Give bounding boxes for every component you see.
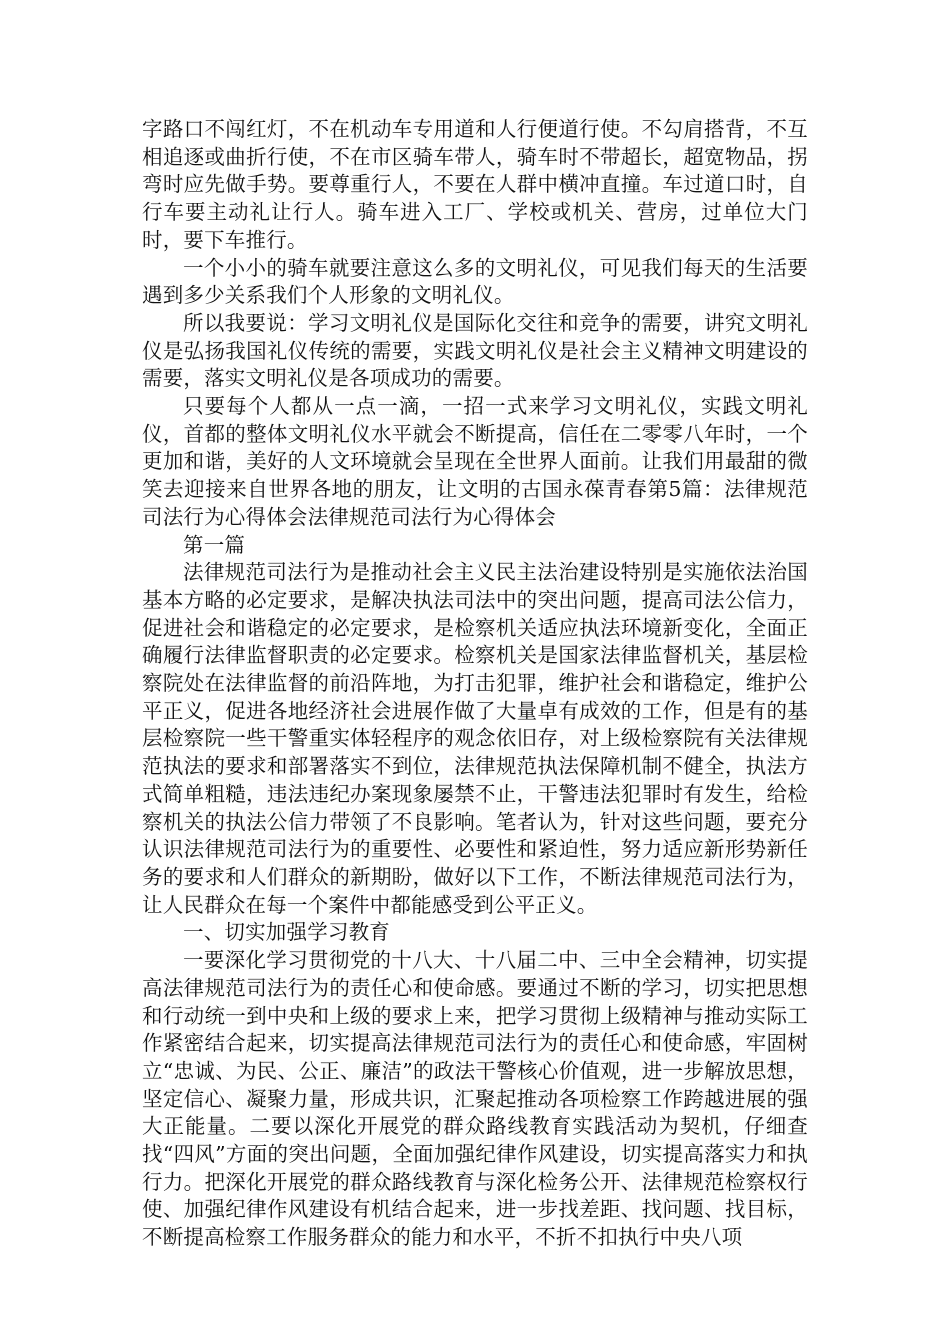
paragraph-5: 法律规范司法行为是推动社会主义民主法治建设特别是实施依法治国基本方略的必定要求，是解决执法司法中的突出问题，提高司法公信力，促进社会和谐稳定的必定要求，是检察机关适应执法环境新变化，全面正确履行法律监督职责的必定要求。检察机关是国家法律监督机关，基层检察院处在法律监督的前沿阵地，为打击犯罪，维护社会和谐稳定，维护公平正义，促进各地经济社会进展作做了大量卓有成效的工作，但是有的基层检察院一些干警重实体轻程序的观念依旧存，对上级检察院有关法律规范执法的要求和部署落实不到位，法律规范执法保障机制不健全，执法方式简单粗糙，违法违纪办案现象屡禁不止，干警违法犯罪时有发生，给检察机关的执法公信力带领了不良影响。笔者认为，针对这些问题，要充分认识法律规范司法行为的重要性、必要性和紧迫性，努力适应新形势新任务的要求和人们群众的新期盼，做好以下工作，不断法律规范司法行为，让人民群众在每一个案件中都能感受到公平正义。 xyxy=(142,560,808,917)
section-heading-part-one: 第一篇 xyxy=(183,532,246,557)
document-body xyxy=(142,116,808,1252)
paragraph-3: 所以我要说：学习文明礼仪是国际化交往和竞争的需要，讲究文明礼仪是弘扬我国礼仪传统的需要，实践文明礼仪是社会主义精神文明建设的需要，落实文明礼仪是各项成功的需要。 xyxy=(142,310,808,391)
paragraph-2: 一个小小的骑车就要注意这么多的文明礼仪，可见我们每天的生活要遇到多少关系我们个人形象的文明礼仪。 xyxy=(142,255,808,308)
paragraph-4: 只要每个人都从一点一滴，一招一式来学习文明礼仪，实践文明礼仪，首都的整体文明礼仪水平就会不断提高，信任在二零零八年时，一个更加和谐，美好的人文环境就会呈现在全世界人面前。让我们用最甜的微笑去迎接来自世界各地的朋友，让文明的古国永葆青春第5篇：法律规范司法行为心得体会法律规范司法行为心得体会 xyxy=(142,394,808,529)
paragraph-1: 字路口不闯红灯，不在机动车专用道和人行便道行使。不勾肩搭背，不互相追逐或曲折行使，不在市区骑车带人，骑车时不带超长，超宽物品，拐弯时应先做手势。要尊重行人，不要在人群中横冲直撞。车过道口时，自行车要主动礼让行人。骑车进入工厂、学校或机关、营房，过单位大门时，要下车推行。 xyxy=(142,117,808,252)
section-heading-study-education: 一、切实加强学习教育 xyxy=(183,920,390,945)
paragraph-6: 一要深化学习贯彻党的十八大、十八届二中、三中全会精神，切实提高法律规范司法行为的责任心和使命感。要通过不断的学习，切实把思想和行动统一到中央和上级的要求上来，把学习贯彻上级精神与推动实际工作紧密结合起来，切实提高法律规范司法行为的责任心和使命感，牢固树立“忠诚、为民、公正、廉洁”的政法干警核心价值观，进一步解放思想，坚定信心、凝聚力量，形成共识，汇聚起推动各项检察工作跨越进展的强大正能量。二要以深化开展党的群众路线教育实践活动为契机，仔细查找“四风”方面的突出问题，全面加强纪律作风建设，切实提高落实力和执行力。把深化开展党的群众路线教育与深化检务公开、法律规范检察权行使、加强纪律作风建设有机结合起来，进一步找差距、找问题、找目标，不断提高检察工作服务群众的能力和水平，不折不扣执行中央八项 xyxy=(142,948,808,1250)
